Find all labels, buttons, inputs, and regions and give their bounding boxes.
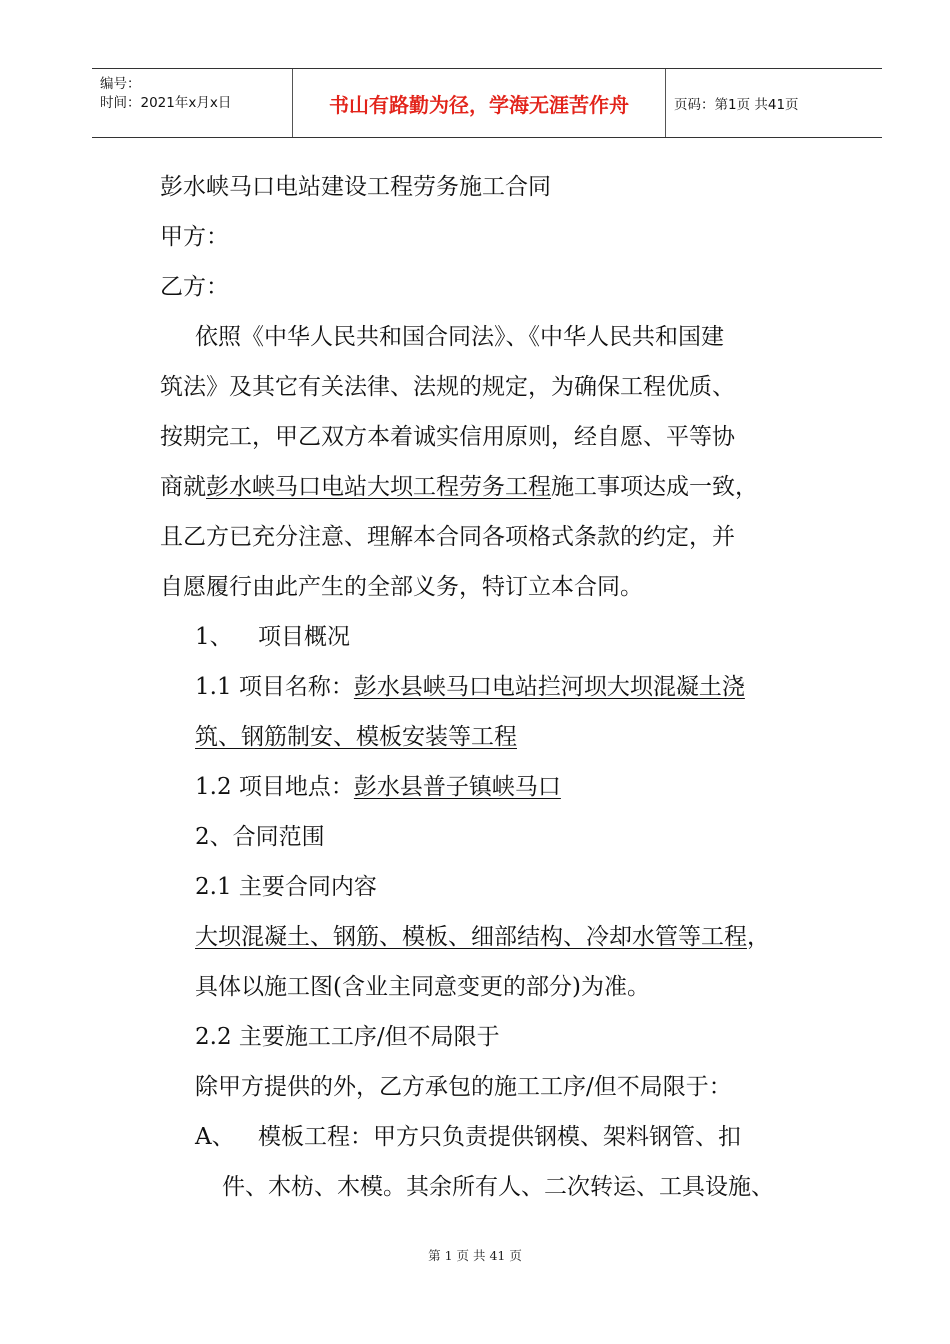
project-name-value: 筑、钢筋制安、模板安装等工程 bbox=[195, 724, 517, 750]
intro-line bbox=[160, 472, 758, 502]
section-1-2 bbox=[195, 772, 561, 802]
header-motto: 书山有路勤为径，学海无涯苦作舟 bbox=[329, 92, 629, 117]
item-a-line2: 件、木枋、木模。其余所有人、二次转运、工具设施、 bbox=[222, 1174, 774, 1200]
section-1-title: 项目概况 bbox=[258, 624, 350, 650]
project-name-label: 1.1 项目名称： bbox=[195, 674, 354, 700]
section-1-number: 1、 bbox=[195, 624, 233, 650]
intro-line: 且乙方已充分注意、理解本合同各项格式条款的约定，并 bbox=[160, 524, 735, 550]
contract-title: 彭水峡马口电站建设工程劳务施工合同 bbox=[160, 174, 551, 200]
project-name-value: 彭水县峡马口电站拦河坝大坝混凝土浇 bbox=[353, 674, 745, 700]
number-label: 编号： bbox=[100, 76, 141, 92]
header-meta bbox=[92, 69, 292, 137]
document-header bbox=[92, 68, 882, 138]
time-label: 时间：2021年x月x日 bbox=[100, 95, 232, 111]
section-2-title: 2、合同范围 bbox=[195, 824, 325, 850]
section-1-1 bbox=[195, 672, 745, 702]
project-location-value: 彭水县普子镇峡马口 bbox=[353, 774, 561, 800]
item-a-line1: 模板工程：甲方只负责提供钢模、架料钢管、扣 bbox=[258, 1124, 741, 1150]
intro-line: 筑法》及其它有关法律、法规的规定，为确保工程优质、 bbox=[160, 374, 735, 400]
section-2-2-title: 2.2 主要施工工序/但不局限于 bbox=[195, 1024, 500, 1050]
section-1-1-cont bbox=[195, 722, 517, 752]
contract-scope-underlined: 大坝混凝土、钢筋、模板、细部结构、冷却水管等工程 bbox=[195, 924, 747, 950]
intro-line: 自愿履行由此产生的全部义务，特订立本合同。 bbox=[160, 574, 643, 600]
page-footer: 第 1 页 共 41 页 bbox=[428, 1248, 522, 1263]
intro-line: 依照《中华人民共和国合同法》、《中华人民共和国建 bbox=[195, 324, 724, 350]
item-a-number: A、 bbox=[195, 1124, 235, 1150]
project-location-label: 1.2 项目地点： bbox=[195, 774, 354, 800]
header-divider bbox=[665, 69, 666, 137]
section-2-2-line1: 除甲方提供的外，乙方承包的施工工序/但不局限于： bbox=[195, 1074, 732, 1100]
scope-comma: ， bbox=[747, 924, 770, 950]
section-2-1-title: 2.1 主要合同内容 bbox=[195, 874, 377, 900]
section-2-1-line2: 具体以施工图(含业主同意变更的部分)为准。 bbox=[195, 974, 650, 1000]
intro-line: 按期完工，甲乙双方本着诚实信用原则，经自愿、平等协 bbox=[160, 424, 735, 450]
party-b: 乙方： bbox=[160, 274, 229, 300]
header-page-info: 页码：第1页 共41页 bbox=[674, 97, 799, 113]
project-name-underlined: 彭水峡马口电站大坝工程劳务工程 bbox=[206, 474, 551, 500]
section-2-1-content bbox=[195, 922, 770, 952]
intro-text: 商就 bbox=[160, 474, 206, 500]
party-a: 甲方： bbox=[160, 224, 229, 250]
intro-text: 施工事项达成一致， bbox=[551, 474, 758, 500]
